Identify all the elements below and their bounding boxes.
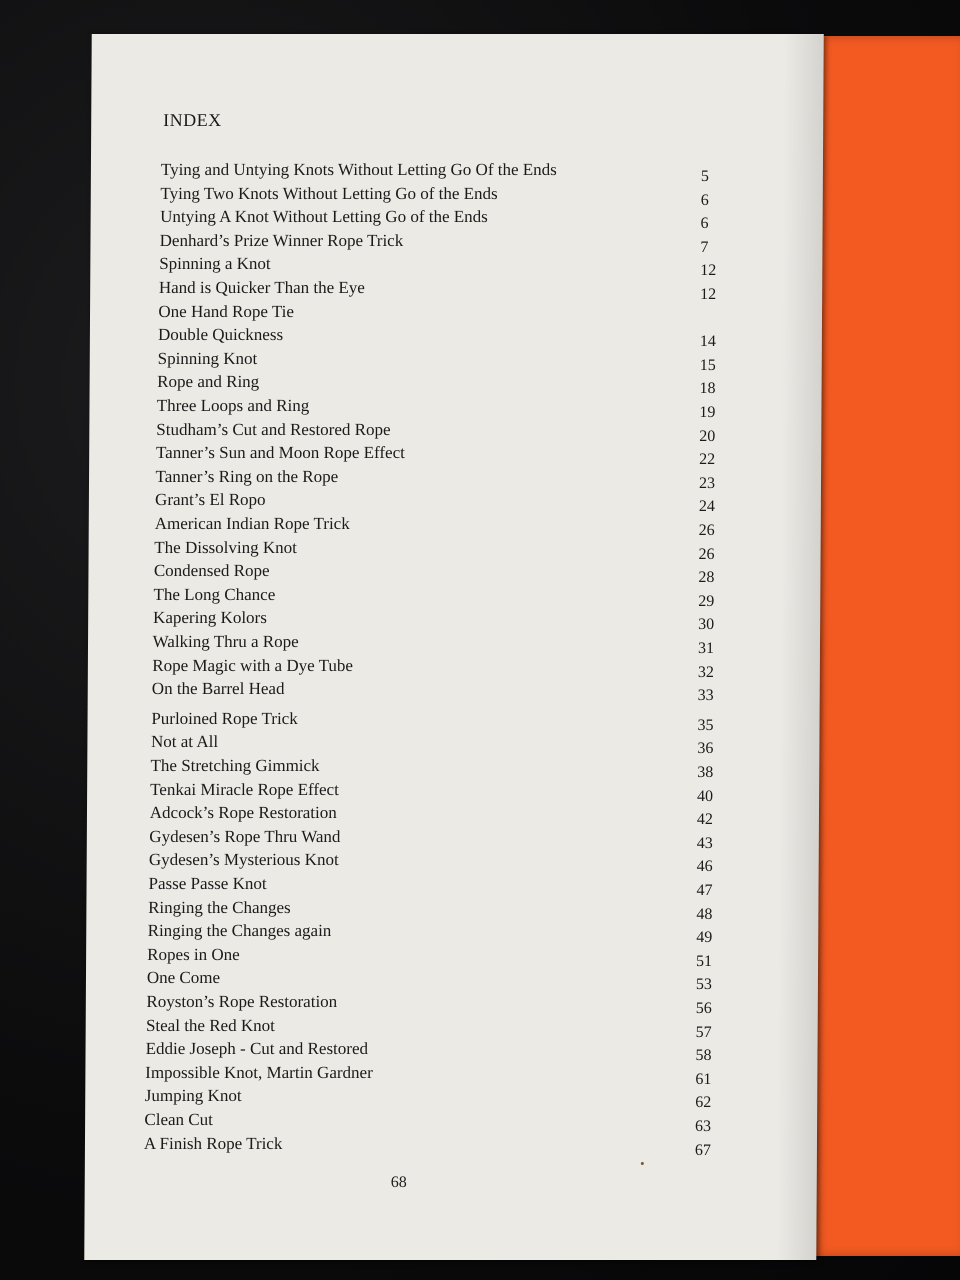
entry-page-number: 6 bbox=[700, 191, 709, 209]
entry-page-number: 31 bbox=[697, 640, 715, 657]
entry-title: Rope and Ring bbox=[157, 372, 260, 392]
index-entry bbox=[87, 779, 819, 805]
entry-title: One Come bbox=[146, 968, 221, 988]
index-entry bbox=[86, 921, 818, 947]
entry-title: Ringing the Changes bbox=[148, 897, 291, 917]
index-entry bbox=[87, 850, 819, 876]
index-entry bbox=[87, 708, 819, 734]
index-entry bbox=[90, 302, 822, 324]
entry-page-number: 19 bbox=[699, 404, 716, 421]
paper-speck bbox=[641, 1162, 644, 1165]
entry-title: Hand is Quicker Than the Eye bbox=[158, 278, 365, 297]
index-entry bbox=[87, 803, 819, 829]
entry-title: Jumping Knot bbox=[144, 1086, 242, 1106]
entry-page-number: 14 bbox=[699, 333, 716, 351]
index-entry bbox=[89, 490, 821, 516]
entry-page-number: 36 bbox=[697, 740, 714, 758]
index-entry bbox=[90, 230, 822, 256]
index-entry bbox=[89, 466, 821, 492]
index-entry bbox=[87, 826, 819, 852]
index-entry bbox=[90, 278, 822, 303]
index-entry bbox=[88, 632, 820, 657]
entry-page-number: 33 bbox=[697, 687, 714, 705]
entry-page-number: 24 bbox=[698, 498, 715, 516]
entry-page-number: 12 bbox=[700, 262, 717, 280]
index-entry bbox=[87, 732, 819, 758]
entry-page-number: 62 bbox=[695, 1094, 712, 1112]
index-entry bbox=[85, 1039, 817, 1065]
index-entry bbox=[89, 514, 821, 539]
index-entry bbox=[91, 160, 823, 185]
index-entry bbox=[86, 992, 818, 1017]
entry-page-number: 51 bbox=[696, 952, 713, 970]
entry-page-number: 18 bbox=[699, 380, 716, 398]
book-page bbox=[84, 34, 823, 1260]
entry-title: Kapering Kolors bbox=[153, 608, 267, 628]
entry-title: Gydesen’s Mysterious Knot bbox=[148, 850, 339, 870]
index-entry bbox=[87, 756, 819, 781]
entry-page-number: 58 bbox=[695, 1047, 712, 1065]
entry-page-number: 5 bbox=[700, 168, 709, 185]
index-entry bbox=[89, 537, 821, 563]
entry-page-number: 61 bbox=[695, 1070, 712, 1088]
entry-title: The Stretching Gimmick bbox=[150, 756, 320, 775]
entry-title: Adcock’s Rope Restoration bbox=[149, 803, 337, 823]
index-entry bbox=[88, 655, 820, 681]
index-entry bbox=[91, 207, 823, 233]
entry-page-number: 63 bbox=[695, 1118, 712, 1135]
entry-page-number: 57 bbox=[695, 1023, 712, 1041]
entry-title: Spinning a Knot bbox=[159, 254, 271, 274]
entry-page-number: 26 bbox=[698, 522, 715, 539]
index-entry bbox=[90, 254, 822, 280]
index-entry bbox=[90, 348, 822, 374]
entry-title: Rope Magic with a Dye Tube bbox=[152, 655, 354, 675]
entry-page-number: 7 bbox=[700, 238, 709, 256]
index-entry bbox=[88, 561, 820, 587]
entry-title: Tying and Untying Knots Without Letting Go Of the Ends bbox=[160, 160, 557, 179]
entry-title: Tanner’s Ring on the Rope bbox=[155, 466, 339, 486]
index-entry bbox=[91, 183, 823, 209]
entry-title: Ropes in One bbox=[147, 944, 240, 964]
entry-title: The Long Chance bbox=[153, 584, 276, 604]
entry-title: Impossible Knot, Martin Gardner bbox=[145, 1062, 373, 1082]
entry-title: On the Barrel Head bbox=[151, 679, 285, 699]
entry-page-number: 42 bbox=[696, 811, 713, 829]
entry-title: American Indian Rope Trick bbox=[154, 514, 350, 533]
index-entry bbox=[86, 968, 818, 994]
entry-page-number: 56 bbox=[695, 1000, 712, 1017]
entry-title: One Hand Rope Tie bbox=[158, 301, 295, 321]
entry-page-number: 67 bbox=[694, 1141, 711, 1159]
entry-page-number: 30 bbox=[698, 616, 715, 634]
entry-title: Eddie Joseph - Cut and Restored bbox=[145, 1039, 369, 1059]
entry-page-number: 38 bbox=[697, 764, 714, 781]
orange-book-cover bbox=[812, 36, 960, 1256]
index-entry bbox=[88, 679, 820, 705]
entry-title: Tanner’s Sun and Moon Rope Effect bbox=[155, 443, 405, 463]
entry-page-number: 49 bbox=[696, 929, 713, 947]
entry-title: Royston’s Rope Restoration bbox=[146, 992, 338, 1011]
index-entry bbox=[85, 1133, 817, 1159]
entry-title: Passe Passe Knot bbox=[148, 874, 267, 893]
entry-title: Not at All bbox=[150, 732, 219, 752]
index-entry bbox=[85, 1062, 817, 1088]
entry-title: Double Quickness bbox=[157, 325, 284, 345]
entry-title: Studham’s Cut and Restored Rope bbox=[156, 419, 391, 439]
entry-title: Denhard’s Prize Winner Rope Trick bbox=[159, 230, 404, 250]
entry-title: Grant’s El Ropo bbox=[155, 490, 266, 510]
entry-title: The Dissolving Knot bbox=[154, 537, 297, 557]
entry-title: Spinning Knot bbox=[157, 348, 258, 368]
entry-page-number: 40 bbox=[697, 787, 714, 805]
entry-title: Steal the Red Knot bbox=[145, 1015, 275, 1035]
index-entry bbox=[89, 443, 821, 469]
entry-title: A Finish Rope Trick bbox=[143, 1133, 283, 1153]
index-entry bbox=[88, 608, 820, 634]
entry-title: Tenkai Miracle Rope Effect bbox=[150, 779, 339, 799]
index-entry bbox=[86, 944, 818, 970]
entry-page-number: 43 bbox=[696, 834, 713, 852]
index-heading: INDEX bbox=[163, 110, 222, 130]
page-number: 68 bbox=[390, 1174, 407, 1191]
entry-page-number: 15 bbox=[699, 356, 716, 374]
entry-page-number: 32 bbox=[697, 663, 714, 681]
entry-page-number: 28 bbox=[698, 569, 715, 587]
index-entry bbox=[88, 584, 820, 610]
entry-title: Untying A Knot Without Letting Go of the Ends bbox=[160, 207, 488, 227]
entry-page-number: 29 bbox=[698, 592, 715, 610]
entry-page-number: 26 bbox=[698, 545, 715, 563]
entry-page-number: 35 bbox=[697, 716, 714, 734]
entry-page-number: 20 bbox=[699, 427, 716, 445]
entry-title: Purloined Rope Trick bbox=[151, 708, 298, 728]
entry-page-number: 48 bbox=[696, 905, 713, 923]
entry-title: Tying Two Knots Without Letting Go of the Ends bbox=[160, 183, 498, 203]
index-entry bbox=[86, 1015, 818, 1041]
index-entry bbox=[86, 897, 818, 923]
index-entry bbox=[85, 1110, 817, 1135]
index-entry bbox=[89, 419, 821, 445]
index-entry bbox=[89, 396, 821, 421]
entry-page-number: 12 bbox=[700, 286, 717, 303]
entry-page-number: 23 bbox=[698, 474, 716, 492]
entry-page-number: 53 bbox=[695, 976, 712, 994]
entry-page-number: 22 bbox=[699, 451, 716, 469]
entry-title: Ringing the Changes again bbox=[147, 921, 332, 941]
entry-title: Condensed Rope bbox=[153, 561, 270, 581]
entry-title: Three Loops and Ring bbox=[156, 396, 310, 415]
index-entry bbox=[86, 874, 818, 899]
index-entry bbox=[85, 1086, 817, 1112]
entry-page-number: 6 bbox=[700, 215, 709, 233]
entry-title: Gydesen’s Rope Thru Wand bbox=[149, 826, 341, 846]
table-of-contents bbox=[84, 34, 823, 1260]
index-entry bbox=[90, 325, 822, 351]
entry-title: Clean Cut bbox=[144, 1110, 213, 1129]
index-entry bbox=[90, 372, 822, 398]
entry-title: Walking Thru a Rope bbox=[152, 632, 299, 651]
entry-page-number: 46 bbox=[696, 858, 713, 876]
entry-page-number: 47 bbox=[696, 882, 713, 899]
